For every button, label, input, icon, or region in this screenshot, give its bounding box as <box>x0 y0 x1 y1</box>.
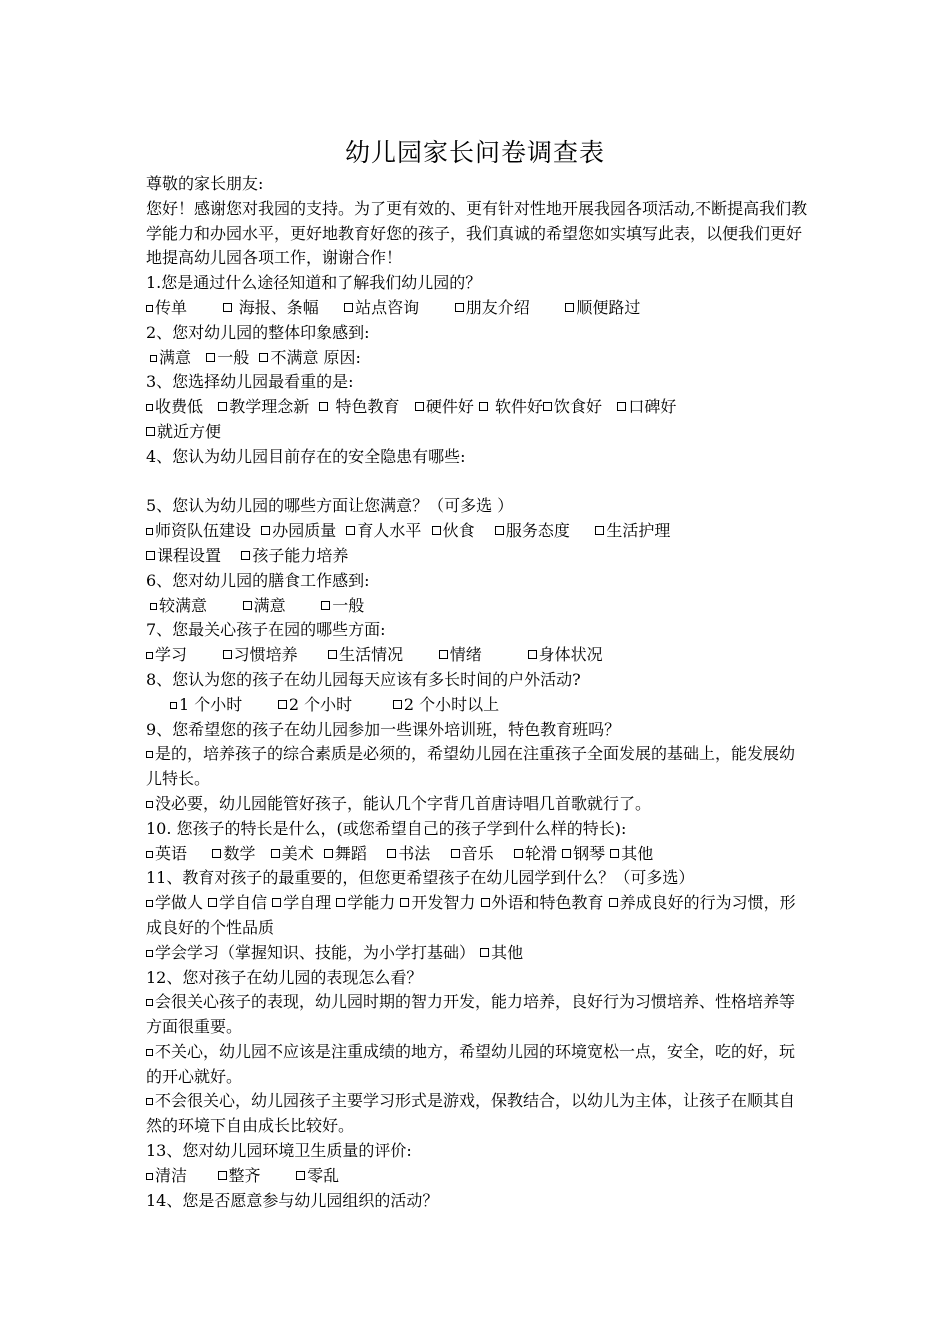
checkbox-icon[interactable] <box>393 700 402 709</box>
checkbox-icon[interactable] <box>514 849 523 858</box>
checkbox-icon[interactable] <box>321 601 330 610</box>
option-checkbox[interactable]: 学能力 <box>336 891 395 916</box>
option-checkbox[interactable]: 学自理 <box>272 891 331 916</box>
question-13: 13、您对幼儿园环境卫生质量的评价: <box>146 1141 412 1161</box>
checkbox-icon[interactable] <box>146 305 153 312</box>
question-11: 11、教育对孩子的最重要的，但您更希望孩子在幼儿园学到什么？（可多选） <box>146 868 695 888</box>
option-checkbox[interactable]: 传单 <box>146 296 187 321</box>
question-3-options <box>146 395 810 420</box>
option-checkbox[interactable]: 孩子能力培养 <box>241 544 348 569</box>
question-11-options <box>146 891 810 941</box>
question-12-option-3[interactable]: 不会很关心，幼儿园孩子主要学习形式是游戏，保教结合，以幼儿为主体，让孩子在顺其自然的环境下自由成长比较好。 <box>146 1091 796 1136</box>
question-6: 6、您对幼儿园的膳食工作感到: <box>146 570 370 590</box>
checkbox-icon[interactable] <box>610 849 619 858</box>
option-checkbox[interactable]: 育人水平 <box>346 519 421 544</box>
checkbox-icon[interactable] <box>400 898 409 907</box>
question-7: 7、您最关心孩子在园的哪些方面: <box>146 620 386 640</box>
checkbox-icon[interactable] <box>595 526 604 535</box>
question-5-options <box>146 519 810 544</box>
option-checkbox[interactable]: 生活护理 <box>595 519 670 544</box>
option-checkbox[interactable]: 课程设置 <box>146 544 221 569</box>
checkbox-icon[interactable] <box>319 402 328 411</box>
checkbox-icon[interactable] <box>271 849 280 858</box>
option-checkbox[interactable]: 身体状况 <box>528 643 603 668</box>
option-checkbox[interactable]: 伙食 <box>432 519 475 544</box>
option-checkbox[interactable]: 其他 <box>480 941 523 966</box>
checkbox-icon[interactable] <box>146 751 153 758</box>
checkbox-icon[interactable] <box>208 898 217 907</box>
checkbox-icon[interactable] <box>451 849 460 858</box>
checkbox-icon[interactable] <box>146 652 153 659</box>
checkbox-icon[interactable] <box>146 851 153 858</box>
checkbox-icon[interactable] <box>146 1098 153 1105</box>
option-checkbox[interactable]: 养成良好的行为习惯，形成良好的个性品质 <box>146 893 796 937</box>
checkbox-icon[interactable] <box>218 1171 227 1180</box>
checkbox-icon[interactable] <box>261 526 270 535</box>
option-checkbox[interactable]: 钢琴 <box>562 842 605 867</box>
checkbox-icon[interactable] <box>146 528 153 535</box>
option-checkbox[interactable]: 收费低 <box>146 395 203 420</box>
option-checkbox[interactable]: 零乱 <box>296 1164 339 1189</box>
checkbox-icon[interactable] <box>543 402 552 411</box>
option-checkbox[interactable]: 办园质量 <box>261 519 336 544</box>
checkbox-icon[interactable] <box>241 551 250 560</box>
question-3: 3、您选择幼儿园最看重的是: <box>146 372 354 392</box>
checkbox-icon[interactable] <box>146 999 153 1006</box>
option-checkbox[interactable]: 学会学习（掌握知识、技能，为小学打基础） <box>146 941 475 966</box>
checkbox-icon[interactable] <box>617 402 626 411</box>
option-checkbox[interactable]: 舞蹈 <box>324 842 367 867</box>
option-checkbox[interactable]: 书法 <box>387 842 430 867</box>
question-8: 8、您认为您的孩子在幼儿园每天应该有多长时间的户外活动? <box>146 669 581 689</box>
checkbox-icon[interactable] <box>146 404 153 411</box>
checkbox-icon[interactable] <box>565 303 574 312</box>
option-checkbox[interactable]: 生活情况 <box>328 643 403 668</box>
option-checkbox[interactable]: 师资队伍建设 <box>146 519 251 544</box>
checkbox-icon[interactable] <box>439 650 448 659</box>
question-12: 12、您对孩子在幼儿园的表现怎么看？ <box>146 967 423 987</box>
checkbox-icon[interactable] <box>336 898 345 907</box>
option-checkbox[interactable]: 软件好 <box>479 395 543 420</box>
question-13-options <box>146 1164 810 1189</box>
checkbox-icon[interactable] <box>495 526 504 535</box>
option-checkbox[interactable]: 美术 <box>271 842 314 867</box>
option-checkbox[interactable]: 整齐 <box>218 1164 261 1189</box>
checkbox-icon[interactable] <box>328 650 337 659</box>
checkbox-icon[interactable] <box>272 898 281 907</box>
question-6-options <box>146 594 810 619</box>
checkbox-icon[interactable] <box>146 551 155 560</box>
question-9: 9、您希望您的孩子在幼儿园参加一些课外培训班，特色教育班吗？ <box>146 719 621 739</box>
option-checkbox[interactable]: 海报、条幅 <box>223 296 319 321</box>
question-9-option-2[interactable]: 没必要，幼儿园能管好孩子，能认几个字背几首唐诗唱几首歌就行了。 <box>146 792 810 817</box>
checkbox-icon[interactable] <box>146 1173 153 1180</box>
question-4-answer-space <box>146 470 810 495</box>
checkbox-icon[interactable] <box>480 948 489 957</box>
question-7-options <box>146 643 810 668</box>
checkbox-icon[interactable] <box>218 402 227 411</box>
questionnaire-body <box>146 172 810 1213</box>
checkbox-icon[interactable] <box>212 849 221 858</box>
option-checkbox[interactable]: 学习 <box>146 643 187 668</box>
option-checkbox[interactable]: 音乐 <box>451 842 494 867</box>
question-14: 14、您是否愿意参与幼儿园组织的活动？ <box>146 1190 439 1210</box>
option-checkbox[interactable]: 2 个小时 <box>278 693 352 718</box>
checkbox-icon[interactable] <box>146 950 153 957</box>
checkbox-icon[interactable] <box>528 650 537 659</box>
option-checkbox[interactable]: 较满意 <box>150 594 207 619</box>
checkbox-icon[interactable] <box>243 601 252 610</box>
checkbox-icon[interactable] <box>324 849 333 858</box>
greeting: 尊敬的家长朋友: <box>146 174 264 193</box>
option-checkbox[interactable]: 口碑好 <box>617 395 676 420</box>
question-10: 10. 您孩子的特长是什么，(或您希望自己的孩子学到什么样的特长): <box>146 818 627 838</box>
option-checkbox[interactable]: 开发智力 <box>400 891 475 916</box>
page-title: 幼儿园家长问卷调查表 <box>344 138 605 167</box>
checkbox-icon[interactable] <box>479 402 488 411</box>
option-checkbox[interactable]: 2 个小时以上 <box>393 693 499 718</box>
checkbox-icon[interactable] <box>296 1171 305 1180</box>
checkbox-icon[interactable] <box>278 700 287 709</box>
checkbox-icon[interactable] <box>223 303 232 312</box>
checkbox-icon[interactable] <box>223 650 232 659</box>
option-checkbox[interactable]: 清洁 <box>146 1164 187 1189</box>
option-checkbox[interactable]: 习惯培养 <box>223 643 298 668</box>
option-checkbox[interactable]: 一般 <box>206 346 249 371</box>
option-checkbox[interactable]: 饮食好 <box>543 395 602 420</box>
checkbox-icon[interactable] <box>346 526 355 535</box>
checkbox-icon[interactable] <box>170 702 177 709</box>
option-checkbox[interactable]: 顺便路过 <box>565 296 640 321</box>
intro-paragraph: 您好！感谢您对我园的支持。为了更有效的、更有针对性地开展我园各项活动,不断提高我们教学能力和办园水平，更好地教育好您的孩子，我们真诚的希望您如实填写此表，以便我们更好地提高幼儿园各项工作，谢谢合作！ <box>146 198 808 268</box>
option-checkbox[interactable]: 轮滑 <box>514 842 557 867</box>
option-checkbox[interactable]: 就近方便 <box>146 420 221 445</box>
checkbox-icon[interactable] <box>562 849 571 858</box>
checkbox-icon[interactable] <box>455 303 464 312</box>
option-checkbox[interactable]: 一般 <box>321 594 364 619</box>
question-5: 5、您认为幼儿园的哪些方面让您满意？（可多选 ） <box>146 496 514 516</box>
checkbox-icon[interactable] <box>415 402 424 411</box>
option-checkbox[interactable]: 教学理念新 <box>218 395 309 420</box>
question-2-options <box>146 346 810 371</box>
option-checkbox[interactable]: 外语和特色教育 <box>481 891 604 916</box>
question-12-option-1[interactable]: 会很关心孩子的表现，幼儿园时期的智力开发，能力培养，良好行为习惯培养、性格培养等方面很重要。 <box>146 992 796 1037</box>
checkbox-icon[interactable] <box>146 900 153 907</box>
option-checkbox[interactable]: 1 个小时 <box>170 693 242 718</box>
question-2: 2、您对幼儿园的整体印象感到: <box>146 322 370 342</box>
checkbox-icon[interactable] <box>206 353 215 362</box>
option-checkbox[interactable]: 学自信 <box>208 891 267 916</box>
checkbox-icon[interactable] <box>387 849 396 858</box>
option-checkbox[interactable]: 学做人 <box>146 891 203 916</box>
checkbox-icon[interactable] <box>150 355 157 362</box>
option-checkbox[interactable]: 特色教育 <box>319 395 399 420</box>
question-1-options <box>146 296 810 321</box>
question-9-option-1[interactable]: 是的，培养孩子的综合素质是必须的，希望幼儿园在注重孩子全面发展的基础上，能发展幼儿特长。 <box>146 744 796 789</box>
checkbox-icon[interactable] <box>150 603 157 610</box>
question-3-options-cont <box>146 420 810 445</box>
option-checkbox[interactable]: 朋友介绍 <box>455 296 530 321</box>
question-11-options-cont <box>146 941 810 966</box>
checkbox-icon[interactable] <box>344 303 353 312</box>
question-1: 1.您是通过什么途径知道和了解我们幼儿园的？ <box>146 273 482 293</box>
question-4: 4、您认为幼儿园目前存在的安全隐患有哪些: <box>146 446 466 466</box>
option-checkbox[interactable]: 数学 <box>212 842 255 867</box>
checkbox-icon[interactable] <box>146 1049 153 1056</box>
option-checkbox[interactable]: 其他 <box>610 842 653 867</box>
checkbox-icon[interactable] <box>432 526 441 535</box>
option-checkbox[interactable]: 服务态度 <box>495 519 570 544</box>
checkbox-icon[interactable] <box>259 353 268 362</box>
question-12-option-2[interactable]: 不关心，幼儿园不应该是注重成绩的地方，希望幼儿园的环境宽松一点，安全，吃的好，玩的开心就好。 <box>146 1041 796 1086</box>
checkbox-icon[interactable] <box>609 898 618 907</box>
checkbox-icon[interactable] <box>146 427 155 436</box>
option-checkbox[interactable]: 站点咨询 <box>344 296 419 321</box>
checkbox-icon[interactable] <box>481 898 490 907</box>
option-checkbox[interactable]: 满意 <box>243 594 286 619</box>
question-10-options <box>146 842 810 867</box>
option-checkbox[interactable]: 硬件好 <box>415 395 474 420</box>
question-5-options-cont <box>146 544 810 569</box>
option-checkbox[interactable]: 不满意 原因: <box>259 346 360 371</box>
question-8-options <box>146 693 810 718</box>
checkbox-icon[interactable] <box>146 801 153 808</box>
option-checkbox[interactable]: 英语 <box>146 842 187 867</box>
option-checkbox[interactable]: 情绪 <box>439 643 482 668</box>
option-checkbox[interactable]: 满意 <box>150 346 191 371</box>
